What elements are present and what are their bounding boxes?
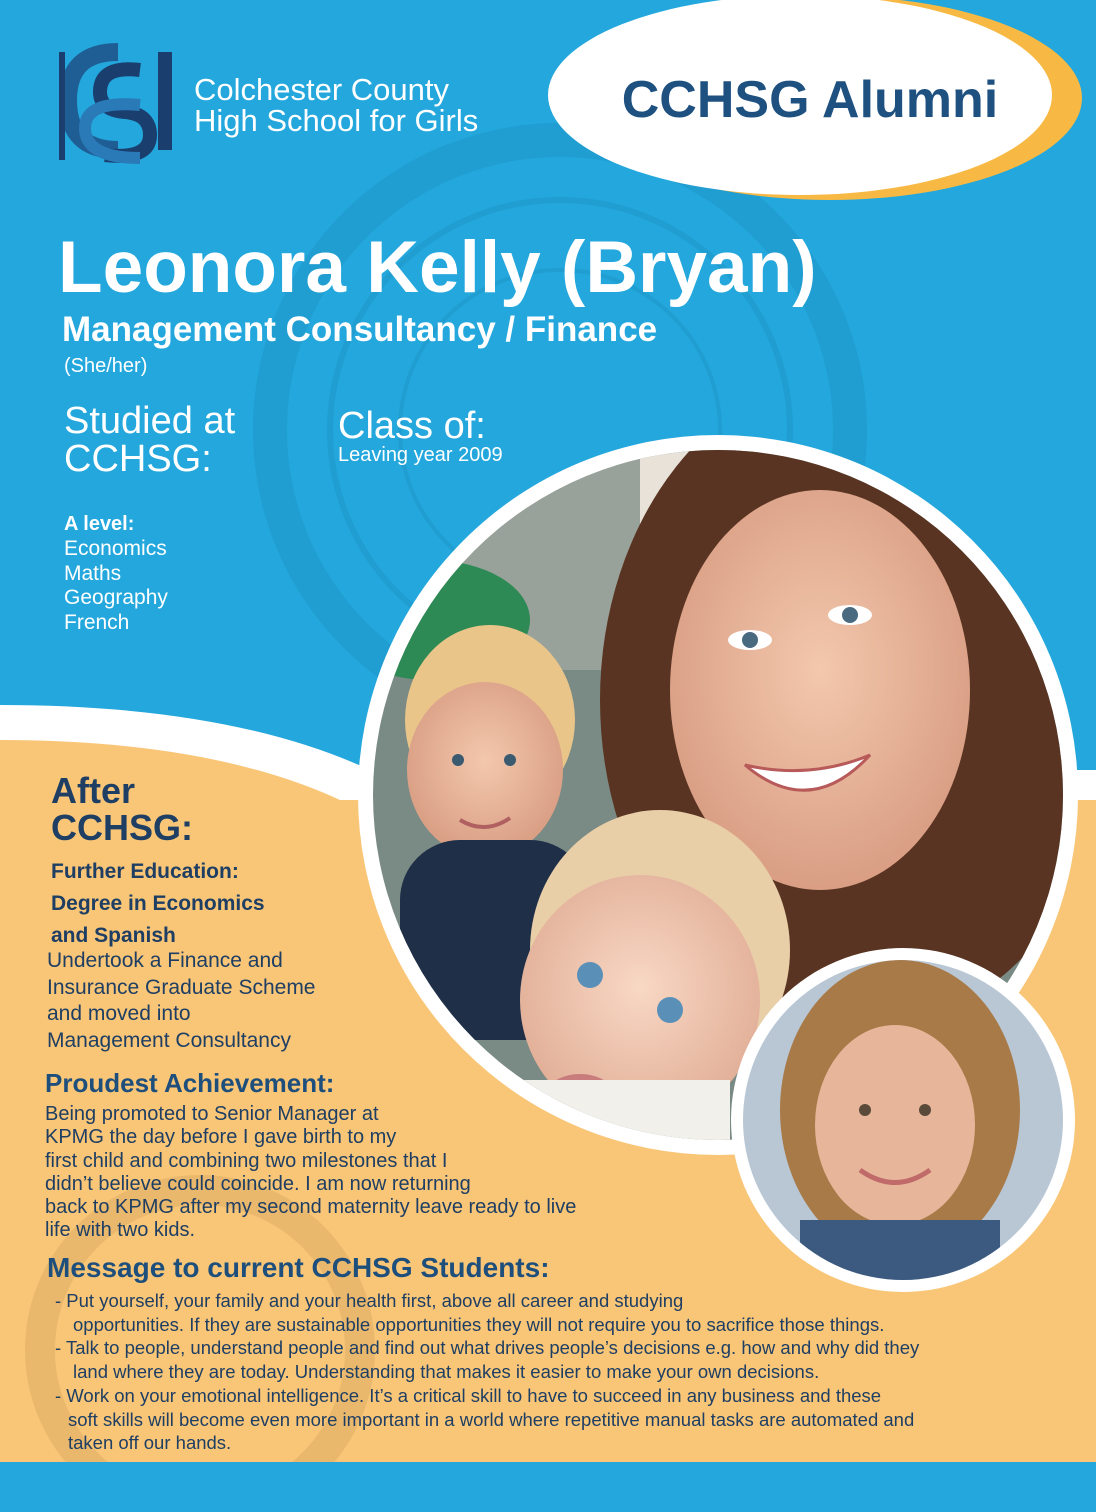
profession: Management Consultancy / Finance <box>62 310 658 349</box>
message-line: soft skills will become even more important in a world where repetitive manual tasks are automated and <box>68 1408 915 1430</box>
proudest-line: first child and combining two milestones that I <box>45 1149 448 1172</box>
proudest-line: back to KPMG after my second maternity leave ready to live <box>45 1196 577 1219</box>
school-name-line1: Colchester County <box>194 72 450 107</box>
subject-item: Economics <box>64 537 167 560</box>
message-line: - Put yourself, your family and your health first, above all career and studying <box>55 1290 684 1311</box>
career-line: Undertook a Finance and <box>47 949 283 972</box>
message-line: land where they are today. Understanding that makes it easier to make your own decisions. <box>73 1361 820 1383</box>
career-line: Management Consultancy <box>47 1028 291 1052</box>
message-title: Message to current CCHSG Students: <box>47 1252 550 1283</box>
school-name <box>194 74 478 136</box>
school-logo-icon <box>62 52 165 160</box>
alevel-label: A level: <box>64 513 135 535</box>
further-education-line: Further Education: <box>51 860 239 883</box>
proudest-text <box>45 1103 576 1243</box>
studied-label: Studied at CCHSG: <box>64 400 236 480</box>
leaving-year: Leaving year 2009 <box>338 444 503 466</box>
class-of-label: Class of: <box>338 405 486 447</box>
alumni-badge: CCHSG Alumni <box>621 71 999 129</box>
proudest-line: life with two kids. <box>45 1219 196 1242</box>
bottom-strip <box>0 1462 1096 1512</box>
subject-item: Geography <box>64 586 168 609</box>
pronouns: (She/her) <box>64 355 148 377</box>
subject-list <box>64 537 168 635</box>
subject-item: Maths <box>64 561 122 585</box>
further-education <box>51 856 351 952</box>
career-line: and moved into <box>47 1002 191 1025</box>
proudest-line: Being promoted to Senior Manager at <box>45 1103 379 1125</box>
career-text <box>47 948 387 1054</box>
proudest-line: didn’t believe could coincide. I am now returning <box>45 1172 471 1195</box>
message-line: opportunities. If they are sustainable opportunities they will not require you to sacrifice those things. <box>73 1313 885 1335</box>
subject-item: French <box>64 610 130 634</box>
after-title: After CCHSG: <box>51 770 193 848</box>
message-line: taken off our hands. <box>68 1432 232 1454</box>
further-education-line: Degree in Economics <box>51 892 265 915</box>
proudest-line: KPMG the day before I gave birth to my <box>45 1126 397 1149</box>
proudest-title: Proudest Achievement: <box>45 1068 335 1098</box>
message-text <box>55 1289 919 1455</box>
message-line: - Talk to people, understand people and find out what drives people’s decisions e.g. how and why did they <box>55 1337 920 1359</box>
alumna-name: Leonora Kelly (Bryan) <box>58 227 817 308</box>
school-name-line2: High School for Girls <box>194 103 479 138</box>
career-line: Insurance Graduate Scheme <box>47 975 316 999</box>
message-line: - Work on your emotional intelligence. It’s a critical skill to have to succeed in any business and these <box>55 1384 882 1406</box>
further-education-line: and Spanish <box>51 924 176 947</box>
